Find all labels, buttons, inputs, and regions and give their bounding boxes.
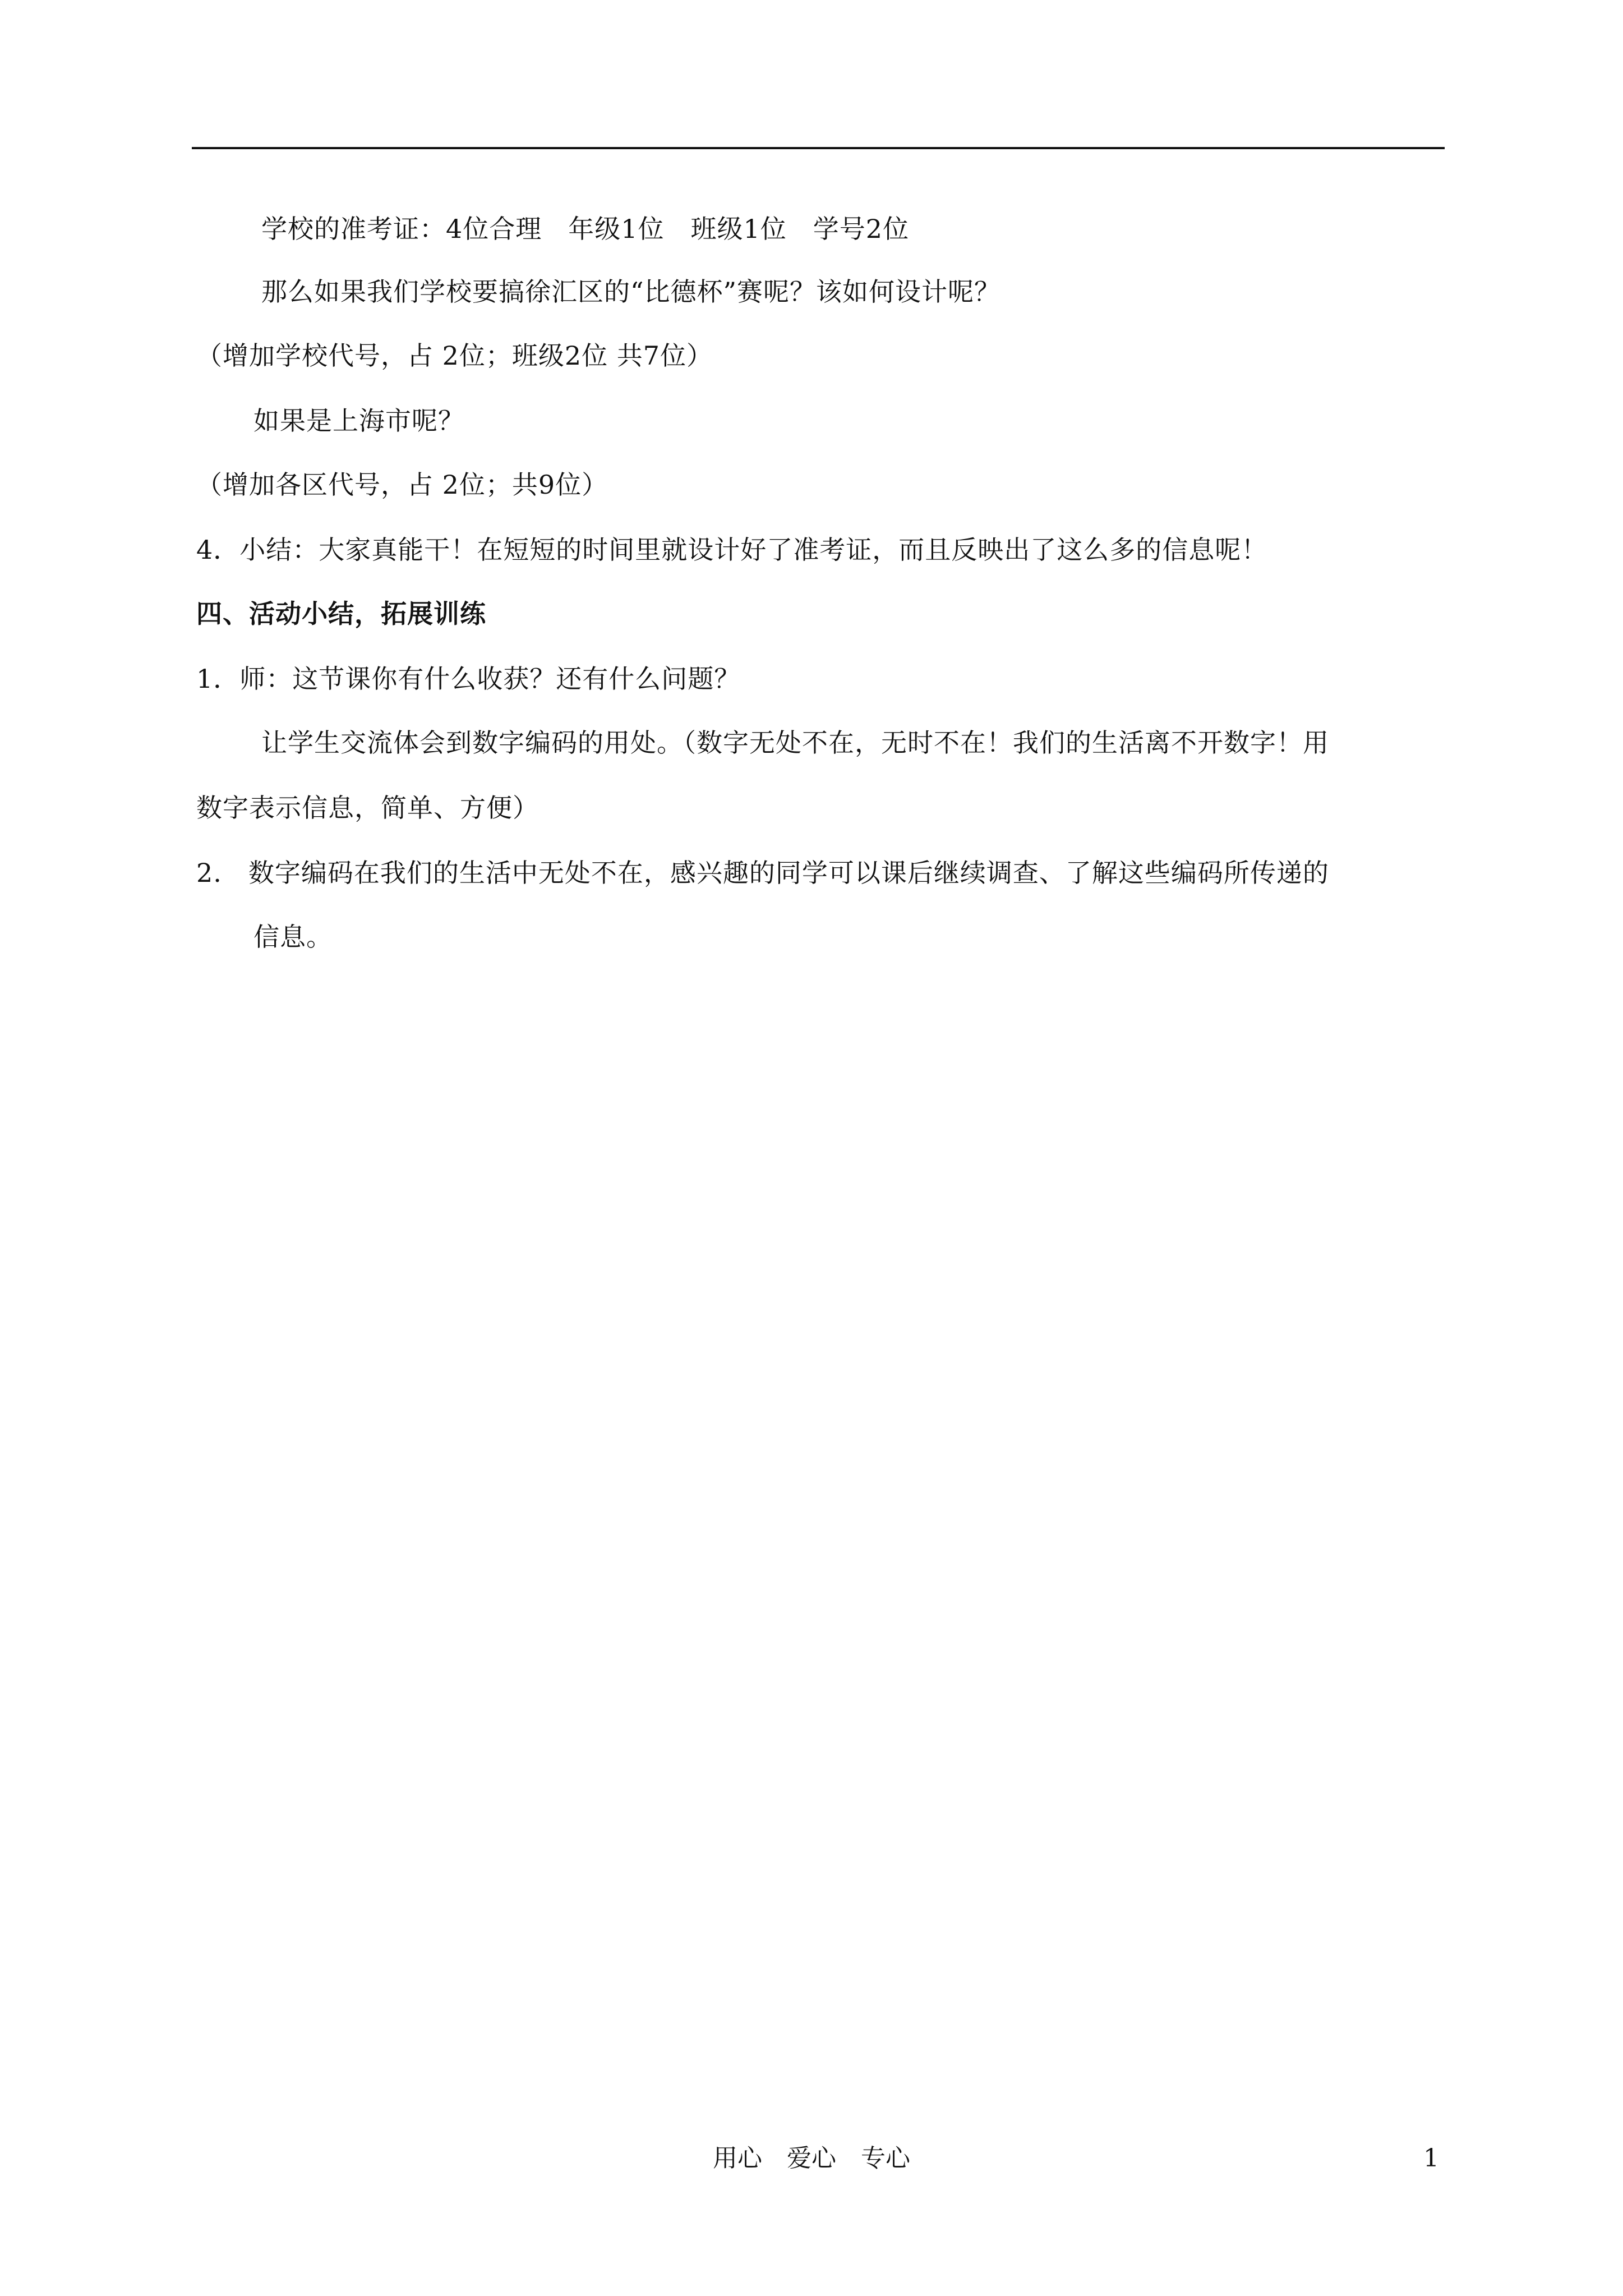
footer-motto: 用心 爱心 专心 <box>713 2144 910 2173</box>
text-line-district-code: （增加各区代号，占 2位；共9位） <box>196 470 608 500</box>
text-line-admission-ticket: 学校的准考证：4位合理 年级1位 班级1位 学号2位 <box>261 214 910 244</box>
text-line-school-code: （增加学校代号，占 2位；班级2位 共7位） <box>196 341 713 371</box>
text-line-item-2-cont: 信息。 <box>253 922 333 952</box>
text-line-student-exchange: 让学生交流体会到数字编码的用处。（数字无处不在，无时不在！我们的生活离不开数字！用 <box>261 728 1329 758</box>
header-rule <box>192 147 1445 149</box>
text-line-shanghai: 如果是上海市呢？ <box>253 406 464 436</box>
text-line-teacher-question: 1．师：这节课你有什么收获？还有什么问题？ <box>196 664 741 694</box>
section-heading-4: 四、活动小结，拓展训练 <box>196 599 486 629</box>
text-line-bide-cup: 那么如果我们学校要搞徐汇区的“比德杯”赛呢？该如何设计呢？ <box>261 277 1001 307</box>
text-line-item-2: 2. 数字编码在我们的生活中无处不在，感兴趣的同学可以课后继续调查、了解这些编码所传递的 <box>196 858 1329 888</box>
text-line-student-exchange-cont: 数字表示信息，简单、方便） <box>196 793 539 823</box>
text-line-summary-4: 4．小结：大家真能干！在短短的时间里就设计好了准考证，而且反映出了这么多的信息呢！ <box>196 535 1268 565</box>
page-number: 1 <box>1423 2144 1439 2173</box>
